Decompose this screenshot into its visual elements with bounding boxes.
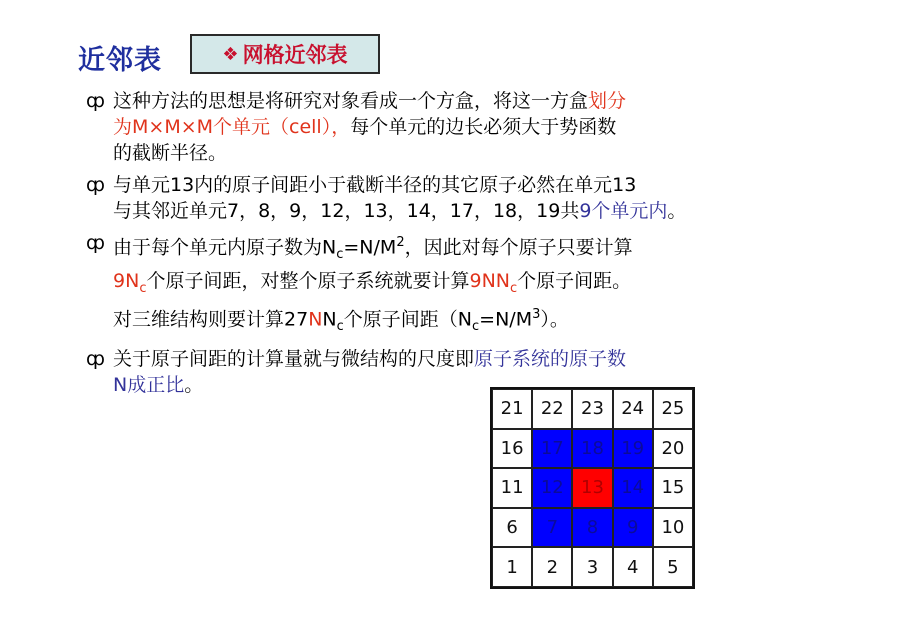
- bullet-text: 2: [396, 235, 405, 250]
- bullet-line: [113, 372, 826, 398]
- bullet-text: ）。: [540, 308, 569, 331]
- grid-cell-20: 20: [653, 429, 693, 469]
- bullet-text: 由于每个单元内原子数为N: [113, 236, 337, 259]
- bullet-text: 个原子间距，对整个原子系统就要计算: [146, 270, 470, 293]
- bullet-item: [86, 230, 826, 340]
- grid-cell-16: 16: [492, 429, 532, 469]
- bullet-marker-icon: ȹ: [86, 90, 105, 112]
- subtitle-text: 网格近邻表: [242, 43, 348, 67]
- bullet-line: [113, 140, 826, 166]
- cell-grid: [490, 387, 695, 589]
- bullet-text: N成正比: [113, 374, 185, 397]
- bullet-text: 与其邻近单元7，8，9，12，13，14，17，18，19共: [113, 200, 580, 222]
- grid-cell-11: 11: [492, 468, 532, 508]
- bullet-text: 的截断半径。: [113, 142, 228, 164]
- grid-cell-18: 18: [572, 429, 612, 469]
- bullet-text: =N/M: [343, 236, 397, 259]
- bullet-line: [113, 88, 826, 114]
- grid-cell-10: 10: [653, 508, 693, 548]
- bullet-text: 。: [667, 200, 687, 222]
- bullet-text: 9个单元内: [579, 200, 668, 222]
- grid-cell-1: 1: [492, 547, 532, 587]
- bullet-line: [113, 114, 826, 140]
- grid-cell-14: 14: [613, 468, 653, 508]
- bullet-text: 与单元13内的原子间距小于截断半径的其它原子必然在单元13: [113, 174, 637, 196]
- bullet-text: N: [322, 308, 337, 331]
- grid-cell-6: 6: [492, 508, 532, 548]
- bullet-line: [113, 172, 826, 198]
- bullet-text: c: [472, 319, 480, 335]
- bullet-text: 原子系统的原子数: [474, 348, 627, 371]
- bullet-text: 这种方法的思想是将研究对象看成一个方盒，将这一方盒: [113, 90, 589, 112]
- grid-cell-15: 15: [653, 468, 693, 508]
- grid-cell-4: 4: [613, 547, 653, 587]
- grid-cell-21: 21: [492, 389, 532, 429]
- bullet-text: 3: [532, 306, 541, 322]
- grid-cell-7: 7: [532, 508, 572, 548]
- grid-cell-9: 9: [613, 508, 653, 548]
- grid-cell-5: 5: [653, 547, 693, 587]
- bullet-line: [113, 198, 826, 224]
- bullet-text: ，因此对每个原子只要计算: [404, 236, 633, 259]
- bullet-text: c: [336, 247, 344, 263]
- bullet-item: [86, 172, 826, 224]
- bullet-line: [113, 346, 826, 372]
- bullet-text: 划分: [588, 90, 627, 112]
- bullet-line: [113, 302, 826, 340]
- bullet-marker-icon: ȹ: [86, 348, 105, 371]
- grid-cell-23: 23: [572, 389, 612, 429]
- bullet-text: 。: [184, 374, 204, 397]
- page-title: 近邻表: [78, 45, 162, 76]
- bullet-line: [113, 268, 826, 302]
- bullet-text: 关于原子间距的计算量就与微结构的尺度即: [113, 348, 475, 371]
- grid-cell-17: 17: [532, 429, 572, 469]
- bullet-text: 每个单元的边长必须大于势函数: [350, 116, 617, 138]
- bullet-text: =N/M: [479, 308, 533, 331]
- grid-cell-25: 25: [653, 389, 693, 429]
- bullet-list: [86, 88, 826, 404]
- grid-cell-2: 2: [532, 547, 572, 587]
- bullet-text: c: [139, 280, 147, 296]
- bullet-text: 为M×M×M个单元（cell），: [113, 116, 351, 138]
- bullet-text: 9N: [113, 270, 140, 293]
- bullet-marker-icon: ȹ: [86, 174, 105, 196]
- bullet-text: 个原子间距。: [517, 270, 632, 293]
- bullet-text: 9NN: [469, 270, 510, 293]
- bullet-text: 对三维结构则要计算27: [113, 308, 309, 331]
- bullet-text: N: [308, 308, 323, 331]
- grid-cell-13: 13: [572, 468, 612, 508]
- bullet-text: c: [510, 280, 518, 296]
- grid-cell-24: 24: [613, 389, 653, 429]
- subtitle-box: [190, 34, 380, 74]
- grid-cell-8: 8: [572, 508, 612, 548]
- diamond-bullet-icon: ❖: [222, 43, 239, 65]
- grid-cell-19: 19: [613, 429, 653, 469]
- grid-cell-3: 3: [572, 547, 612, 587]
- bullet-text: c: [336, 319, 344, 335]
- bullet-item: [86, 346, 826, 398]
- grid-cell-12: 12: [532, 468, 572, 508]
- bullet-marker-icon: ȹ: [86, 232, 105, 254]
- bullet-line: [113, 230, 826, 268]
- bullet-text: 个原子间距（N: [343, 308, 472, 331]
- bullet-item: [86, 88, 826, 166]
- grid-cell-22: 22: [532, 389, 572, 429]
